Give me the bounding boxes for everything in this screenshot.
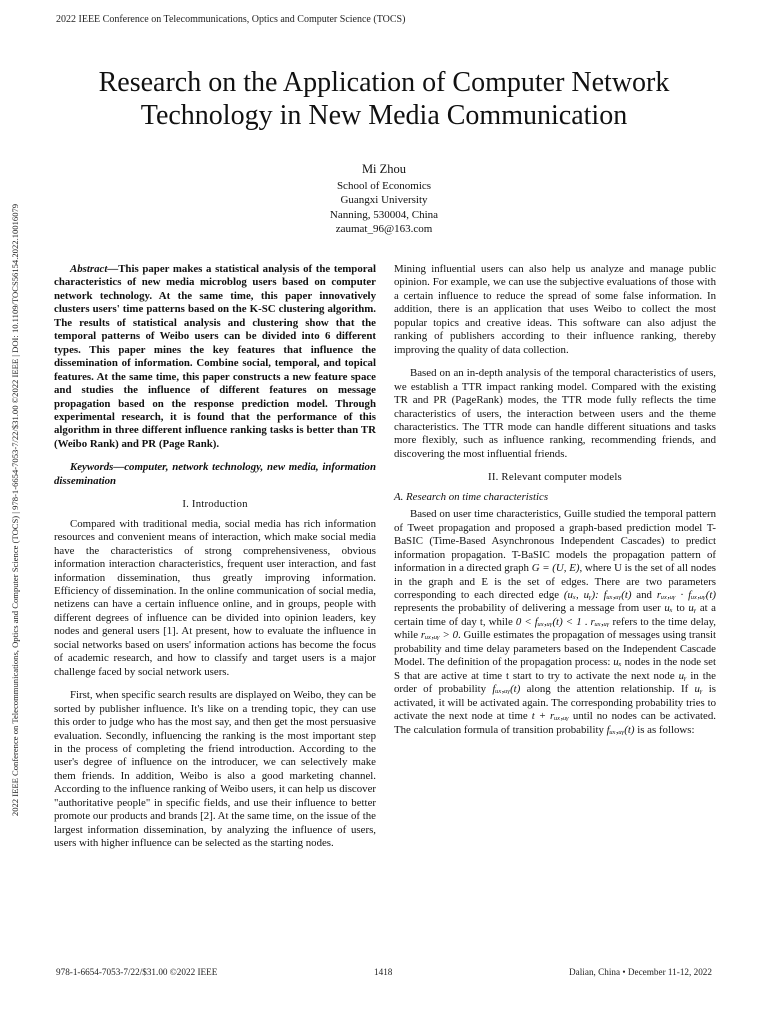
keywords-label: Keywords— (70, 461, 125, 474)
title-line-1: Research on the Application of Computer Network (98, 67, 670, 98)
affiliation-city: Nanning, 530004, China (329, 208, 439, 221)
right-column (394, 263, 716, 747)
right-paragraph-1: Mining influential users can also help us analyze and manage public opinion. For example, we can use the subjective evaluations of those with a certain influence to reduce the spread of some false information. In addition, there is an application that uses Weibo to collect the most popular topics and creative ideas. This software can also adjust the ranking of publishers according to their influence ranking, thereby improving the quality of data collection. (394, 263, 716, 356)
author-name: Mi Zhou (361, 162, 407, 176)
footer-page-number: 1418 (374, 967, 393, 977)
math-uy-2: uᵧ (678, 669, 687, 682)
math-r-positive: rᵤₓ,ᵤᵧ > 0 (420, 629, 459, 642)
text-run: until no nodes can be activated. The calculation formula of transition probability (394, 710, 716, 736)
math-t-plus-r: t + rᵤₓ,ᵤᵧ (531, 710, 569, 723)
math-f: fᵤₓ,ᵤᵧ(t) (492, 683, 521, 696)
text-run: and (631, 588, 657, 601)
math-uy: uᵧ (688, 602, 697, 615)
intro-paragraph-2: First, when specific search results are displayed on Weibo, they can be sorted by publisher influence. It's like on a trending topic, they can use this order to judge who has the most say, and then get the most persuasive evaluation. Secondly, influencing the ranking is the most important step in the process of completing the friend introduction. According to the user's degree of influence on the introducer, we can selectively make them friends. In addition, Weibo is also a good marketing channel. According to the influence ranking of Weibo users, it can help us discover "authoritative people" in specific fields, and use their influence to better promote our products and brands [2]. At the same time, on the issue of the largest information dissemination, by analyzing the influence of users, users with higher influence can be selected as the starting nodes. (54, 689, 376, 850)
abstract-paragraph (54, 263, 376, 451)
title-line-2: Technology in New Media Communication (140, 100, 628, 131)
subsection-heading-time: A. Research on time characteristics (394, 490, 549, 503)
footer-location-date: Dalian, China • December 11-12, 2022 (569, 967, 712, 977)
math-uy-3: uᵧ (694, 683, 703, 696)
paper-title (40, 66, 728, 132)
text-run: . (581, 615, 591, 628)
text-run: along the attention relationship. If (520, 683, 695, 696)
affiliation-university: Guangxi University (340, 194, 428, 206)
math-r-f: rᵤₓ,ᵤᵧ · fᵤₓ,ᵤᵧ(t) (656, 588, 716, 601)
abstract-text: This paper makes a statistical analysis of the temporal characteristics of new media microblog users based on computer network technology. At the same time, this paper innovatively clusters users' time patterns based on the K-SC clustering algorithm. The results of statistical analysis and clustering show that the temporal patterns of Weibo users can be divided into 6 different types. This paper mines the key features that influence the dissemination of information. Combine social, temporal, and topical features. At the same time, this paper constructs a new feature space and studies the influence of different features on message propagation based on the response prediction model. Through experimental research, it is found that the performance of this algorithm in three different influence ranking tasks is better than TR (Weibo Rank) and PR (Page Rank). (54, 263, 376, 450)
text-run: at a certain time of day t, while (394, 602, 716, 628)
text-run: refers to the time delay, while (394, 615, 717, 642)
text-run: is activated, it will be activated again. The corresponding probability tries to activate the next node at time (394, 683, 716, 723)
text-run: , where U is the set of all nodes in the graph and E is the set of edges. There are two parameters corresponding to each directed edge (394, 562, 717, 601)
text-run: nodes in the node set S that are active at time t start to try to activate the next node (394, 656, 716, 682)
side-doi-text: 2022 IEEE Conference on Telecommunications, Optics and Computer Science (TOCS) | 978-1-6654-7053-7/22/$31.00 ©2022 IEEE | DOI: 10.1109/TOCS56154.2022.10016079 (10, 203, 21, 817)
text-run: in the order of probability (394, 669, 716, 696)
models-paragraph-1 (394, 508, 716, 737)
side-doi-strip (6, 160, 24, 860)
section-heading-models: II. Relevant computer models (488, 471, 622, 484)
text-run: Based on user time characteristics, Guille studied the temporal pattern of Tweet propagation and proposed a graph-based prediction model T-BaSIC (Time-Based Asynchronous Independent Cascades) to predict information propagation. T-BaSIC models the propagation pattern of information in a directed graph (394, 508, 716, 575)
affiliation-school: School of Economics (336, 179, 432, 192)
text-run: is as follows: (634, 723, 695, 736)
footer-isbn: 978-1-6654-7053-7/22/$31.00 ©2022 IEEE (56, 967, 218, 977)
left-column (54, 263, 376, 861)
text-run: to (672, 602, 689, 615)
section-heading-introduction: I. Introduction (182, 498, 248, 511)
author-block (234, 162, 534, 237)
math-ux: uₓ (664, 602, 673, 615)
math-range: 0 < fᵤₓ,ᵤᵧ(t) < 1 (515, 615, 582, 628)
text-run: represents the probability of delivering a message from user (394, 602, 665, 615)
intro-paragraph-1: Compared with traditional media, social media has rich information resources and convenient means of interaction, which make social media have the characteristics of strong comprehensiveness, obvious information interaction characteristics, frequent user interaction, and fast information dissemination, thus greatly improving information. Efficiency of dissemination. In the online communication of social media, netizens can have a certain influence online, and in groups, people with different degrees of influence can be divided into opinion leaders, key nodes and general users [1]. At present, how to evaluate the influence in social networks based on users' information actions has become the focus of academic research, and how to classify and target users is a major challenge faced by social network users. (54, 517, 376, 678)
math-edge: (uₓ, uᵧ): fᵤₓ,ᵤᵧ(t) (563, 588, 632, 601)
abstract-label: Abstract— (70, 263, 119, 275)
text-run: . Guille estimates the propagation of messages using transit probability and time delay parameters based on the Independent Cascade Model. The definition of the propagation process: (394, 629, 716, 669)
right-paragraph-2: Based on an in-depth analysis of the temporal characteristics of users, we establish a TTR impact ranking model. Compared with the existing TR and PR (PageRank) modes, the TTR mode fully reflects the time characteristics of users, the interaction between users and the theme characteristics. The TTR mode can handle different situations and tasks more flexibly, such as influence ranking, recommending friends, and discovering the most influential friends. (394, 367, 716, 460)
conference-header: 2022 IEEE Conference on Telecommunications, Optics and Computer Science (TOCS) (56, 14, 406, 25)
math-r: rᵤₓ,ᵤᵧ (590, 615, 610, 628)
keywords-paragraph (54, 461, 376, 488)
math-ux-2: uₓ (613, 656, 622, 669)
keywords-text: computer, network technology, new media, information dissemination (54, 461, 376, 487)
author-email: zaumat_96@163.com (335, 223, 433, 235)
math-f-2: fᵤₓ,ᵤᵧ(t) (606, 723, 635, 736)
math-graph: G = (U, E) (531, 562, 580, 575)
